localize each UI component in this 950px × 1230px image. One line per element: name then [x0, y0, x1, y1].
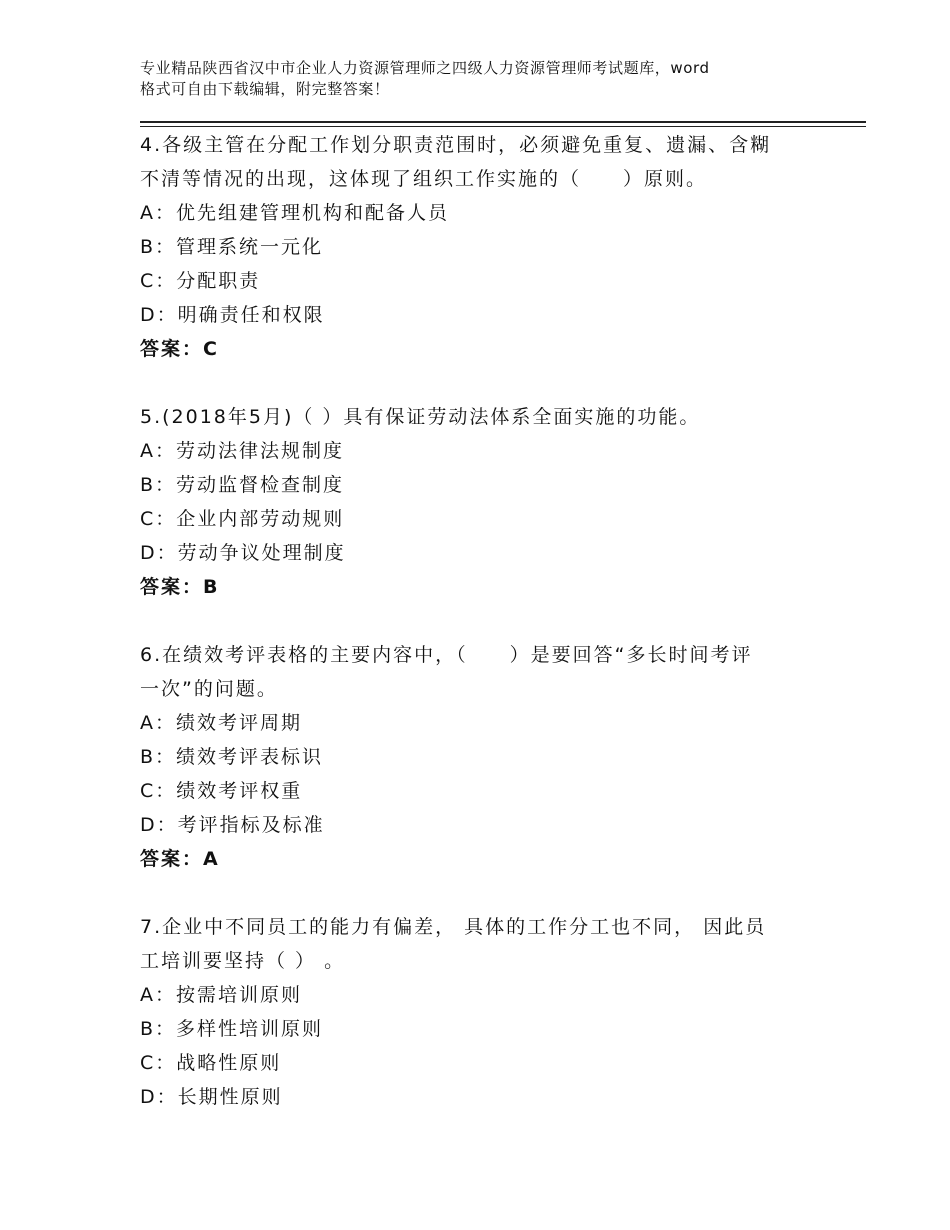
option-c: C：战略性原则 — [140, 1052, 282, 1074]
option-c: C：分配职责 — [140, 270, 261, 292]
option-a: A：按需培训原则 — [140, 984, 302, 1006]
option-c: C：企业内部劳动规则 — [140, 508, 345, 530]
option-a: A：劳动法律法规制度 — [140, 440, 344, 462]
option-b: B：绩效考评表标识 — [140, 746, 324, 768]
header-line-1: 专业精品陕西省汉中市企业人力资源管理师之四级人力资源管理师考试题库，word — [140, 59, 710, 77]
option-b: B：管理系统一元化 — [140, 236, 324, 258]
header-divider-thick — [140, 121, 866, 123]
option-d: D：长期性原则 — [140, 1086, 283, 1108]
answer: 答案：B — [140, 576, 220, 598]
question-6 — [140, 638, 830, 876]
option-d: D：明确责任和权限 — [140, 304, 325, 326]
question-list — [140, 128, 830, 1114]
question-4 — [140, 128, 830, 366]
question-stem-line: 7.企业中不同员工的能力有偏差， 具体的工作分工也不同， 因此员 — [140, 916, 767, 938]
question-stem-line: 工培训要坚持（ ） 。 — [140, 950, 346, 972]
option-d: D：劳动争议处理制度 — [140, 542, 346, 564]
question-stem-line: 5.(2018年5月)（ ）具有保证劳动法体系全面实施的功能。 — [140, 406, 701, 428]
option-b: B：多样性培训原则 — [140, 1018, 324, 1040]
question-7 — [140, 910, 830, 1114]
answer: 答案：C — [140, 338, 219, 360]
header-divider-thin — [140, 126, 866, 127]
option-a: A：优先组建管理机构和配备人员 — [140, 202, 449, 224]
option-d: D：考评指标及标准 — [140, 814, 325, 836]
question-5 — [140, 400, 830, 604]
answer: 答案：A — [140, 848, 220, 870]
question-stem-line: 4.各级主管在分配工作划分职责范围时，必须避免重复、遗漏、含糊 — [140, 134, 772, 156]
option-a: A：绩效考评周期 — [140, 712, 302, 734]
question-stem-line: 6.在绩效考评表格的主要内容中，（ ）是要回答“多长时间考评 — [140, 644, 753, 666]
option-b: B：劳动监督检查制度 — [140, 474, 345, 496]
question-stem-line: 一次”的问题。 — [140, 678, 278, 700]
header-line-2: 格式可自由下载编辑，附完整答案！ — [140, 80, 390, 98]
option-c: C：绩效考评权重 — [140, 780, 303, 802]
document-header — [140, 58, 840, 100]
question-stem-line: 不清等情况的出现，这体现了组织工作实施的（ ）原则。 — [140, 168, 708, 190]
